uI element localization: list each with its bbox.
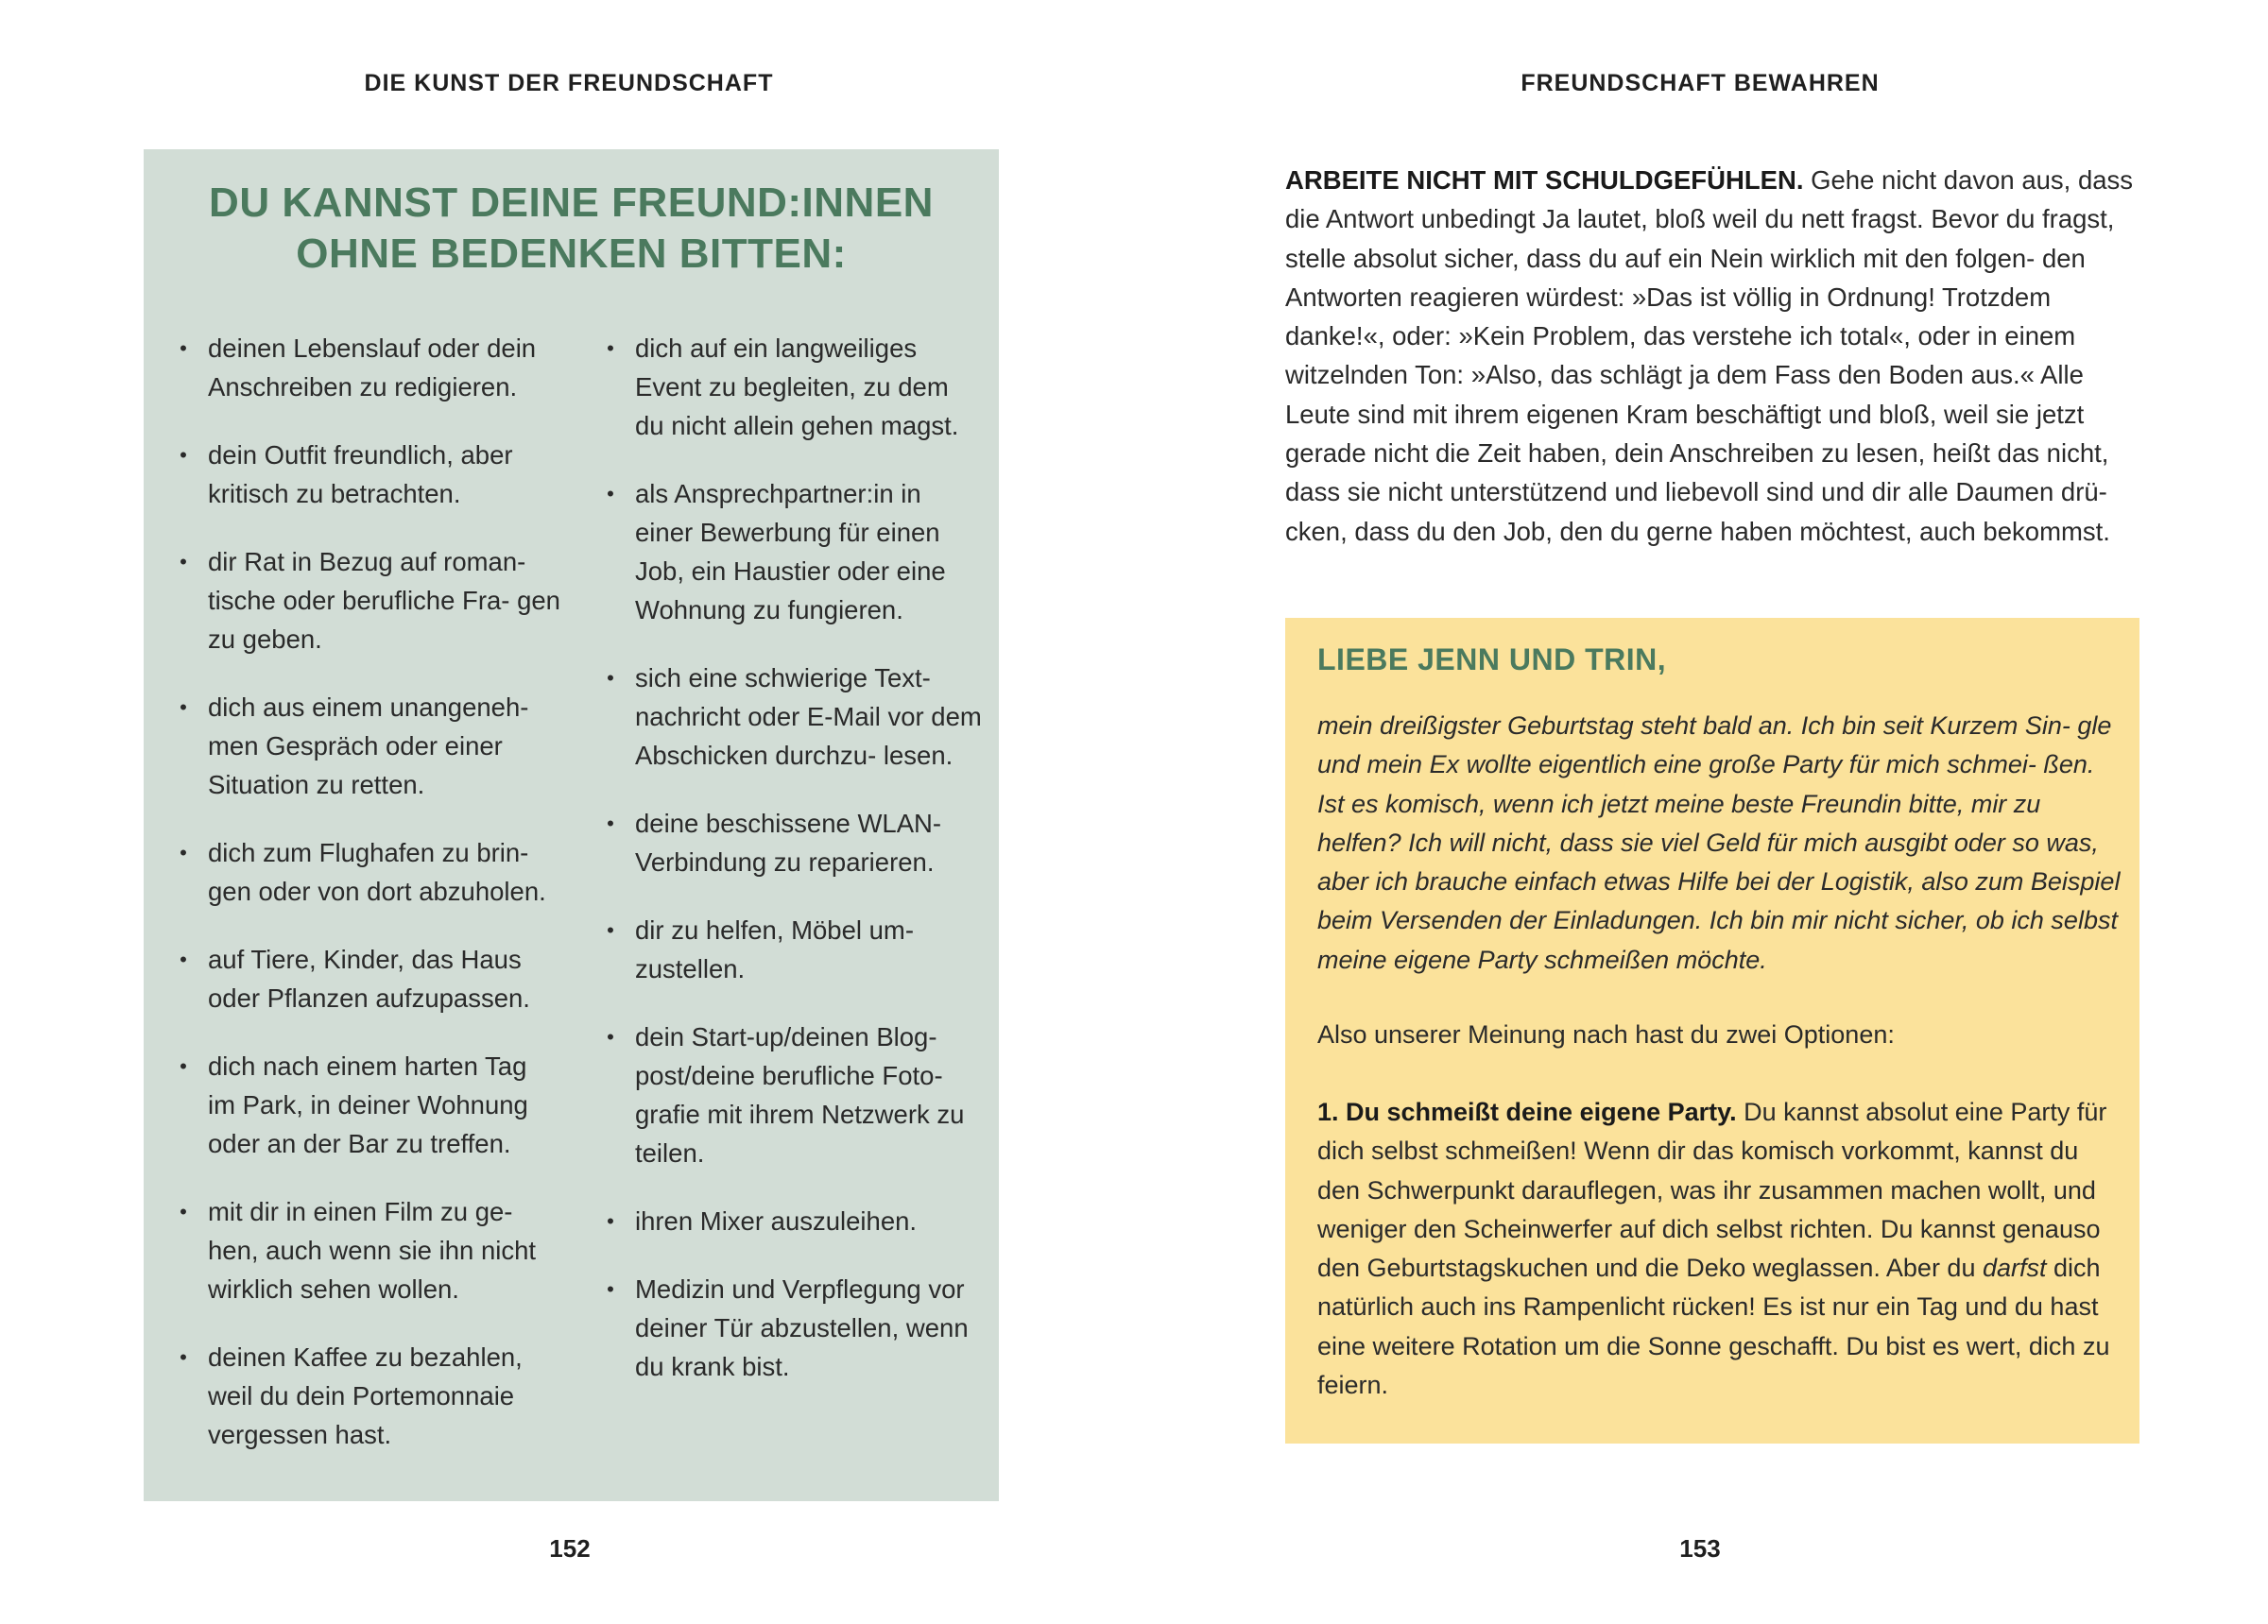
list-item: • deinen Lebenslauf oder dein Anschreiben zu redigieren. (174, 329, 561, 406)
bullet-list-left (174, 329, 561, 1483)
bullet-icon: • (607, 918, 614, 942)
list-item: • dich auf ein langweiliges Event zu begleiten, zu dem du nicht allein gehen magst. (601, 329, 984, 445)
bullet-list-right (601, 329, 984, 1415)
bullet-icon: • (180, 550, 187, 573)
box-title-line-1: DU KANNST DEINE FREUND:INNEN (209, 179, 934, 226)
list-item: • dir Rat in Bezug auf roman- tische oder berufliche Fra- gen zu geben. (174, 542, 561, 658)
option-one-heading: 1. Du schmeißt deine eigene Party. (1317, 1098, 1737, 1126)
bullet-icon: • (180, 948, 187, 971)
list-item: • ihren Mixer auszuleihen. (601, 1202, 984, 1240)
running-head: FREUNDSCHAFT BEWAHREN (1521, 70, 1880, 96)
letter-heading: LIEBE JENN UND TRIN, (1317, 642, 1667, 676)
bullet-icon: • (607, 1025, 614, 1049)
intro-text: Gehe nicht davon aus, dass die Antwort unbedingt Ja lautet, bloß weil du nett fragst. Bevor du fragst, stelle absolut sicher, dass du auf ein Nein wirklich mit den folgen- den Antworten reagieren würdest: »Das ist völlig in Ordnung! Trotzdem danke!«, oder: »Kein Problem, das verstehe ich total«, oder in einem witzelnden Ton: »Also, das schlägt ja dem Fass den Boden aus.« Alle Leute sind mit ihrem eigenen Kram beschäftigt und bloß, weil sie jetzt gerade nicht die Zeit haben, dein Anschreiben zu lesen, heißt das nicht, dass sie nicht unterstützend und liebevoll sind und dir alle Daumen drü- cken, dass du den Job, den du gerne haben möchtest, auch bekommst. (1285, 165, 2134, 546)
bullet-icon: • (607, 1277, 614, 1301)
list-item: • mit dir in einen Film zu ge- hen, auch wenn sie ihn nicht wirklich sehen wollen. (174, 1192, 561, 1308)
bullet-icon: • (180, 443, 187, 467)
right-page (1134, 0, 2268, 1624)
box-title (144, 178, 999, 280)
option-one-text-1: Du kannst absolut eine Party für dich selbst schmeißen! Wenn dir das komisch vorkommt, kannst du den Schwerpunkt darauflegen, was ihr zusammen machen wollt, und weniger den Scheinwerfer auf dich selbst richten. Du kannst genauso den Geburtstagskuchen und die Deko weglassen. Aber du (1317, 1098, 2107, 1283)
box-title-line-2: OHNE BEDENKEN BITTEN: (296, 231, 847, 277)
list-item: • dein Outfit freundlich, aber kritisch zu betrachten. (174, 436, 561, 513)
bullet-icon: • (607, 1209, 614, 1233)
list-item: • dich aus einem unangeneh- men Gespräch oder einer Situation zu retten. (174, 688, 561, 804)
page-number: 153 (1679, 1534, 1721, 1563)
bullet-icon: • (607, 482, 614, 505)
intro-bold-lead: ARBEITE NICHT MIT SCHULDGEFÜHLEN. (1285, 165, 1804, 195)
bullet-icon: • (180, 1054, 187, 1078)
list-item: • dich zum Flughafen zu brin- gen oder von dort abzuholen. (174, 833, 561, 911)
running-head: DIE KUNST DER FREUNDSCHAFT (364, 70, 774, 96)
list-item: • dich nach einem harten Tag im Park, in deiner Wohnung oder an der Bar zu treffen. (174, 1047, 561, 1163)
bullet-icon: • (607, 666, 614, 690)
bullet-icon: • (180, 1345, 187, 1369)
page-number: 152 (549, 1534, 591, 1563)
list-item: • deine beschissene WLAN- Verbindung zu reparieren. (601, 804, 984, 881)
list-item: • als Ansprechpartner:in in einer Bewerbung für einen Job, ein Haustier oder eine Wohnung zu fungieren. (601, 474, 984, 629)
list-item: • sich eine schwierige Text- nachricht oder E-Mail vor dem Abschicken durchzu- lesen. (601, 658, 984, 775)
list-item: • auf Tiere, Kinder, das Haus oder Pflanzen aufzupassen. (174, 940, 561, 1017)
bullet-icon: • (180, 1200, 187, 1223)
bullet-icon: • (180, 695, 187, 719)
bullet-icon: • (180, 841, 187, 864)
option-one-emphasis: darfst (1982, 1254, 2047, 1283)
list-item: • deinen Kaffee zu bezahlen, weil du dein Portemonnaie vergessen hast. (174, 1338, 561, 1454)
option-one (1317, 1093, 2121, 1405)
intro-paragraph (1285, 161, 2150, 551)
list-item: • dir zu helfen, Möbel um- zustellen. (601, 911, 984, 988)
letter-body: mein dreißigster Geburtstag steht bald an. Ich bin seit Kurzem Sin- gle und mein Ex wollte eigentlich eine große Party für mich schmei- ßen. Ist es komisch, wenn ich jetzt meine beste Freundin bitte, mir zu helfen? Ich will nicht, dass sie viel Geld für mich ausgibt oder so was, aber ich brauche einfach etwas Hilfe bei der Logistik, also zum Beispiel beim Versenden der Einladungen. Ich bin mir nicht sicher, ob ich selbst meine eigene Party schmeißen möchte. (1317, 711, 2121, 974)
checklist-box (144, 149, 999, 1501)
list-item: • dein Start-up/deinen Blog- post/deine berufliche Foto- grafie mit ihrem Netzwerk zu teilen. (601, 1017, 984, 1172)
option-one-text-2: dich natürlich auch ins Rampenlicht rücken! Es ist nur ein Tag und du hast eine weitere Rotation um die Sonne geschafft. Du bist es wert, dich zu feiern. (1317, 1254, 2110, 1400)
bullet-icon: • (607, 812, 614, 835)
letter-box (1285, 618, 2139, 1444)
list-item: • Medizin und Verpflegung vor deiner Tür abzustellen, wenn du krank bist. (601, 1270, 984, 1386)
bullet-icon: • (607, 336, 614, 360)
answer-intro: Also unserer Meinung nach hast du zwei Optionen: (1317, 1020, 1895, 1049)
bullet-icon: • (180, 336, 187, 360)
